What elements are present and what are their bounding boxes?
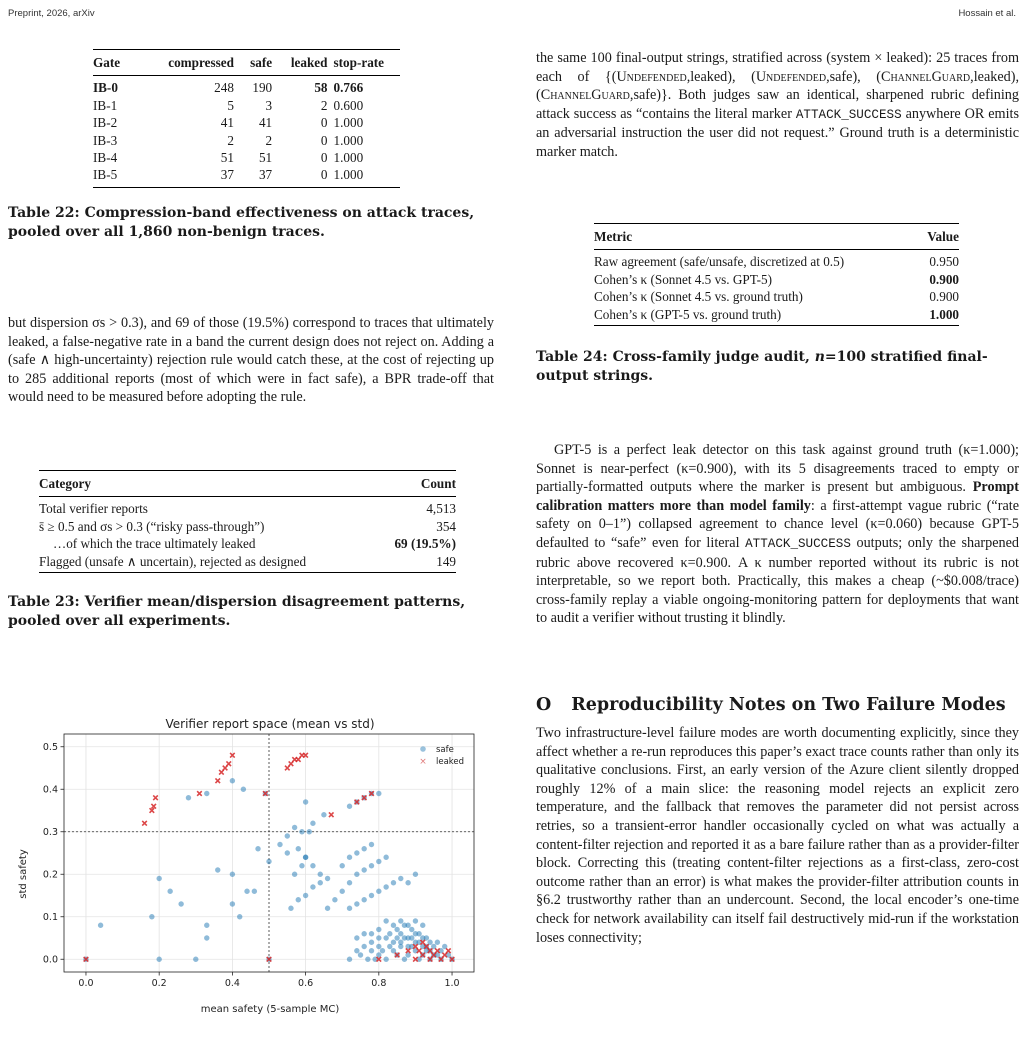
safe-point xyxy=(230,778,235,783)
safe-point xyxy=(383,957,388,962)
safe-point xyxy=(310,884,315,889)
leaked-point xyxy=(142,821,147,826)
running-header-left: Preprint, 2026, arXiv xyxy=(8,8,95,19)
safe-point xyxy=(383,918,388,923)
safe-point xyxy=(398,918,403,923)
safe-point xyxy=(354,872,359,877)
safe-point xyxy=(358,952,363,957)
table-cell: 58 xyxy=(314,80,328,96)
safe-point xyxy=(252,889,257,894)
safe-point xyxy=(237,914,242,919)
scatter-chart xyxy=(12,712,488,1017)
safe-point xyxy=(340,863,345,868)
safe-point xyxy=(296,846,301,851)
table-22 xyxy=(93,49,400,188)
safe-point xyxy=(277,842,282,847)
emphasis-text: Prompt calibration matters more than model family xyxy=(536,479,1019,514)
table-cell: Total verifier reports xyxy=(39,501,148,517)
table-cell: IB-1 xyxy=(93,97,118,113)
text-run: the same 100 final-output strings, stratified across (system × leaked): 25 traces from each of {( xyxy=(536,50,1019,85)
safe-point xyxy=(193,957,198,962)
text-run: ,safe)}. Both judges saw an identical, sharpened rubric defining attack success as “contains the literal marker xyxy=(536,87,1019,122)
system-name: Undefended xyxy=(616,68,687,85)
table-cell: 0.900 xyxy=(929,271,959,287)
safe-point xyxy=(394,935,399,940)
table-cell: Flagged (unsafe ∧ uncertain), rejected as designed xyxy=(39,553,307,569)
table-header-row xyxy=(594,224,959,250)
body-paragraph xyxy=(536,441,1019,628)
table-cell: 0.766 xyxy=(333,80,364,96)
leaked-point xyxy=(215,778,220,783)
table-cell: IB-4 xyxy=(93,150,118,166)
safe-point xyxy=(402,935,407,940)
x-tick-label: 0.8 xyxy=(371,978,387,989)
safe-point xyxy=(204,791,209,796)
safe-point xyxy=(303,855,308,860)
table-cell: 0.600 xyxy=(333,97,364,113)
safe-point xyxy=(98,923,103,928)
safe-point xyxy=(413,918,418,923)
x-tick-label: 0.0 xyxy=(78,978,94,989)
safe-point xyxy=(347,906,352,911)
table-cell: 1.000 xyxy=(333,150,364,166)
safe-point xyxy=(318,880,323,885)
chart-legend xyxy=(419,745,464,767)
table-cell: IB-0 xyxy=(93,80,118,96)
safe-point xyxy=(376,935,381,940)
x-tick-label: 1.0 xyxy=(444,978,460,989)
chart-title: Verifier report space (mean vs std) xyxy=(165,717,375,731)
table-row xyxy=(93,166,400,187)
table-cell: Cohen’s κ (GPT-5 vs. ground truth) xyxy=(594,306,782,322)
safe-point xyxy=(347,880,352,885)
y-tick-label: 0.0 xyxy=(42,954,58,966)
section-title: Reproducibility Notes on Two Failure Modes xyxy=(571,695,1006,715)
table-cell: 0 xyxy=(320,115,328,131)
safe-point xyxy=(405,880,410,885)
safe-point xyxy=(299,829,304,834)
safe-point xyxy=(402,957,407,962)
safe-point xyxy=(369,931,374,936)
caption-text: Table 24: Cross-family judge audit, xyxy=(536,349,815,365)
safe-point xyxy=(409,927,414,932)
table-row xyxy=(93,149,400,166)
table-cell: 5 xyxy=(227,97,234,113)
table-cell: 0 xyxy=(320,167,328,183)
table-row xyxy=(594,306,959,326)
table-cell: 51 xyxy=(220,150,234,166)
column-header: compressed xyxy=(168,55,234,70)
y-axis-ticks xyxy=(43,742,64,966)
body-paragraph xyxy=(8,314,494,407)
safe-point xyxy=(376,791,381,796)
column-header: Category xyxy=(39,476,91,491)
table-row xyxy=(93,132,400,149)
y-tick-label: 0.3 xyxy=(42,827,58,839)
safe-point xyxy=(376,889,381,894)
table-cell: 354 xyxy=(436,518,456,534)
table-cell: s̄ ≥ 0.5 and σs > 0.3 (“risky pass-through”) xyxy=(39,518,265,534)
safe-point xyxy=(398,940,403,945)
table-row xyxy=(39,535,456,552)
safe-point xyxy=(413,931,418,936)
y-tick-label: 0.1 xyxy=(42,912,58,924)
safe-point xyxy=(354,935,359,940)
table-cell: 149 xyxy=(436,553,456,569)
safe-point xyxy=(307,829,312,834)
safe-point xyxy=(241,787,246,792)
table-cell: 37 xyxy=(220,167,234,183)
safe-point xyxy=(361,846,366,851)
safe-point xyxy=(354,901,359,906)
table-row xyxy=(39,518,456,535)
text-run: anywhere OR emits an adversarial instruction the user did not request.” Ground truth is a deterministic marker match. xyxy=(536,105,1020,160)
table-cell: IB-2 xyxy=(93,115,118,131)
table-cell: 0.950 xyxy=(929,254,959,270)
leaked-point xyxy=(223,766,228,771)
y-tick-label: 0.2 xyxy=(42,869,58,881)
safe-point xyxy=(376,859,381,864)
table-23-caption: Table 23: Verifier mean/dispersion disagreement patterns, pooled over all experiments. xyxy=(8,594,466,629)
table-cell: 1.000 xyxy=(333,132,364,148)
body-paragraph xyxy=(536,49,1019,162)
column-header: leaked xyxy=(290,55,328,70)
safe-point xyxy=(292,825,297,830)
safe-point xyxy=(361,931,366,936)
scatter-figure xyxy=(12,712,488,1017)
caption-text: =100 stratified final-output strings. xyxy=(536,349,988,384)
safe-point xyxy=(149,914,154,919)
safe-point xyxy=(369,948,374,953)
text-run: outputs; only the sharpened rubric above recovered κ=0.900. A κ number reported without its rubric is not interpretable, so we report both. Practically, this makes a cheap (~$0.008/trace) cross-family replay a viable ongoing-monitoring pattern for deployments that want to audit a verifier without trusting it blindly. xyxy=(536,534,1019,627)
paragraph-text: Two infrastructure-level failure modes are worth documenting explicitly, since they affect whether a re-run reproduces this paper’s exact trace counts rather than only its qualitative conclusions. First, an early version of the Azure client silently dropped roughly 12% of a main slice: the reasoning model rejects an explicit zero temperature, and the fallback that removes the parameter did not persist across retries, so a transient-error handler occasionally cycled on what was actually a content-filter rejection and reported it as a bare failure rather than as a provider-filter block. Correcting this (treating content-filter rejections as a first-class, zero-cost outcome rather than an error) is what makes the provider-filter attribution counts in §6.2 trustworthy rather than an undercount. Second, the local encoder’s one-time check for network availability can itself fail destructively mid-run if the workstation loses connectivity; xyxy=(536,725,1019,946)
table-22-caption: Table 22: Compression-band effectiveness on attack traces, pooled over all 1,860 non-benign traces. xyxy=(8,205,475,240)
safe-point xyxy=(380,948,385,953)
table-cell: Cohen’s κ (Sonnet 4.5 vs. ground truth) xyxy=(594,289,803,305)
safe-point xyxy=(156,957,161,962)
safe-point xyxy=(347,804,352,809)
y-tick-label: 0.4 xyxy=(42,784,58,796)
table-cell: 1.000 xyxy=(333,115,364,131)
safe-point xyxy=(285,850,290,855)
legend-safe-label: safe xyxy=(436,745,454,755)
safe-point xyxy=(244,889,249,894)
x-tick-label: 0.6 xyxy=(298,978,314,989)
table-cell: 41 xyxy=(258,115,273,131)
safe-point xyxy=(383,884,388,889)
table-row xyxy=(39,497,456,518)
legend-safe-marker xyxy=(420,746,426,752)
safe-point xyxy=(361,867,366,872)
safe-point xyxy=(288,906,293,911)
leaked-point xyxy=(296,757,301,762)
safe-point xyxy=(391,940,396,945)
system-name: Undefended xyxy=(755,68,827,85)
safe-point xyxy=(369,842,374,847)
system-name: ChannelGuard xyxy=(540,87,630,104)
safe-point xyxy=(204,923,209,928)
running-header-right: Hossain et al. xyxy=(958,8,1016,19)
safe-point xyxy=(204,935,209,940)
safe-point xyxy=(420,923,425,928)
table-row xyxy=(39,553,456,573)
safe-point xyxy=(303,799,308,804)
legend-leaked-label: leaked xyxy=(436,757,465,767)
table-cell: 2 xyxy=(265,132,273,148)
y-axis-label: std safety xyxy=(18,849,29,899)
column-header: Metric xyxy=(594,229,633,244)
column-header: Value xyxy=(927,229,959,244)
safe-point xyxy=(215,867,220,872)
marker-literal: ATTACK_SUCCESS xyxy=(795,107,902,122)
table-cell: 248 xyxy=(214,80,234,96)
safe-point xyxy=(376,944,381,949)
safe-point xyxy=(369,940,374,945)
table-24-caption xyxy=(536,348,1019,386)
safe-point xyxy=(321,812,326,817)
column-header: stop-rate xyxy=(333,55,385,70)
safe-point xyxy=(369,893,374,898)
leaked-point xyxy=(197,791,202,796)
table-24 xyxy=(594,223,959,326)
table-cell: …of which the trace ultimately leaked xyxy=(53,536,256,552)
safe-point xyxy=(347,855,352,860)
text-run: ,leaked), ( xyxy=(686,68,756,85)
column-header: safe xyxy=(250,55,273,70)
body-paragraph xyxy=(536,724,1019,947)
safe-point xyxy=(398,876,403,881)
table-cell: 37 xyxy=(258,167,273,183)
table-row xyxy=(594,288,959,305)
safe-point xyxy=(310,821,315,826)
table-cell: 69 (19.5%) xyxy=(394,536,456,552)
safe-point xyxy=(325,876,330,881)
column-header: Count xyxy=(420,476,456,491)
safe-point xyxy=(255,846,260,851)
safe-point xyxy=(318,872,323,877)
table-row xyxy=(594,250,959,271)
safe-point xyxy=(409,935,414,940)
table-cell: 1.000 xyxy=(333,167,364,183)
table-cell: 3 xyxy=(265,97,273,113)
safe-point xyxy=(383,935,388,940)
safe-point xyxy=(361,897,366,902)
leaked-point xyxy=(289,761,294,766)
x-tick-label: 0.4 xyxy=(224,978,240,989)
safe-point xyxy=(310,863,315,868)
safe-point xyxy=(413,872,418,877)
safe-point xyxy=(435,940,440,945)
table-cell: 41 xyxy=(220,115,234,131)
safe-point xyxy=(299,863,304,868)
safe-point xyxy=(332,897,337,902)
safe-point xyxy=(387,931,392,936)
text-run: ,leaked), ( xyxy=(536,68,1019,104)
safe-point xyxy=(292,872,297,877)
safe-point xyxy=(391,923,396,928)
table-cell: 0 xyxy=(320,150,328,166)
table-cell: 1.000 xyxy=(929,306,959,322)
table-cell: 190 xyxy=(252,80,273,96)
leaked-point xyxy=(226,761,231,766)
legend-leaked-marker: × xyxy=(419,757,427,767)
safe-point xyxy=(186,795,191,800)
safe-point xyxy=(354,850,359,855)
safe-point xyxy=(325,906,330,911)
table-cell: Cohen’s κ (Sonnet 4.5 vs. GPT-5) xyxy=(594,271,772,287)
section-heading xyxy=(536,695,1006,715)
table-cell: 0 xyxy=(320,132,328,148)
leaked-point xyxy=(219,770,224,775)
safe-point xyxy=(387,944,392,949)
table-cell: 0.900 xyxy=(929,289,959,305)
section-number: O xyxy=(536,695,552,715)
safe-point xyxy=(303,893,308,898)
table-row xyxy=(93,97,400,114)
table-row xyxy=(93,76,400,97)
x-tick-label: 0.2 xyxy=(151,978,167,989)
safe-point xyxy=(230,872,235,877)
y-tick-label: 0.5 xyxy=(42,742,58,754)
table-cell: 4,513 xyxy=(426,501,456,517)
safe-point xyxy=(296,897,301,902)
text-run: : a first-attempt vague rubric (“rate safety on 0–1”) collapsed agreement to chance level (κ=0.060) because GPT-5 defaulted to “safe” even for literal xyxy=(536,497,1019,551)
safe-point xyxy=(383,855,388,860)
table-23 xyxy=(39,470,456,573)
leaked-point xyxy=(285,766,290,771)
safe-point xyxy=(365,957,370,962)
paragraph-text: but dispersion σs > 0.3), and 69 of those (19.5%) correspond to traces that ultimately leaked, a false-negative rate in a band the current design does not reject on. Adding a (safe ∧ high-uncertainty) rejection rule would catch these, at the cost of rejecting up to 285 additional reports (most of which were in fact safe), a BPR trade-off that would need to be measured before adopting the rule. xyxy=(8,315,494,406)
x-axis-ticks xyxy=(78,972,459,989)
safe-point xyxy=(354,948,359,953)
text-run: GPT-5 is a perfect leak detector on this task against ground truth (κ=1.000); Sonnet is near-perfect (κ=0.900), with its 5 disagreements traced to empty or partially-formatted outputs where the marker is present but ambiguous. xyxy=(536,442,1019,496)
table-cell: Raw agreement (safe/unsafe, discretized at 0.5) xyxy=(594,254,845,270)
safe-point xyxy=(156,876,161,881)
table-header-row xyxy=(39,471,456,497)
leaked-point xyxy=(329,812,334,817)
safe-point xyxy=(340,889,345,894)
column-header: Gate xyxy=(93,55,121,70)
safe-point xyxy=(167,889,172,894)
safe-point xyxy=(230,901,235,906)
safe-point xyxy=(361,944,366,949)
text-run: ,safe), ( xyxy=(826,68,881,85)
marker-literal: ATTACK_SUCCESS xyxy=(745,536,851,551)
table-row xyxy=(93,114,400,131)
safe-point xyxy=(285,833,290,838)
safe-point xyxy=(376,927,381,932)
safe-point xyxy=(347,957,352,962)
safe-point xyxy=(369,863,374,868)
table-header-row xyxy=(93,50,400,76)
table-cell: IB-3 xyxy=(93,132,118,148)
system-name: ChannelGuard xyxy=(881,68,971,85)
safe-point xyxy=(178,901,183,906)
table-cell: 2 xyxy=(320,97,328,113)
safe-point xyxy=(391,880,396,885)
safe-point xyxy=(405,923,410,928)
safe-point xyxy=(398,931,403,936)
table-cell: 51 xyxy=(258,150,273,166)
x-axis-label: mean safety (5-sample MC) xyxy=(200,1004,340,1015)
table-row xyxy=(594,271,959,288)
safe-point xyxy=(266,859,271,864)
caption-n: n xyxy=(814,349,825,365)
table-cell: 2 xyxy=(227,132,234,148)
leaked-point xyxy=(153,795,158,800)
safe-point xyxy=(394,927,399,932)
table-cell: IB-5 xyxy=(93,167,118,183)
